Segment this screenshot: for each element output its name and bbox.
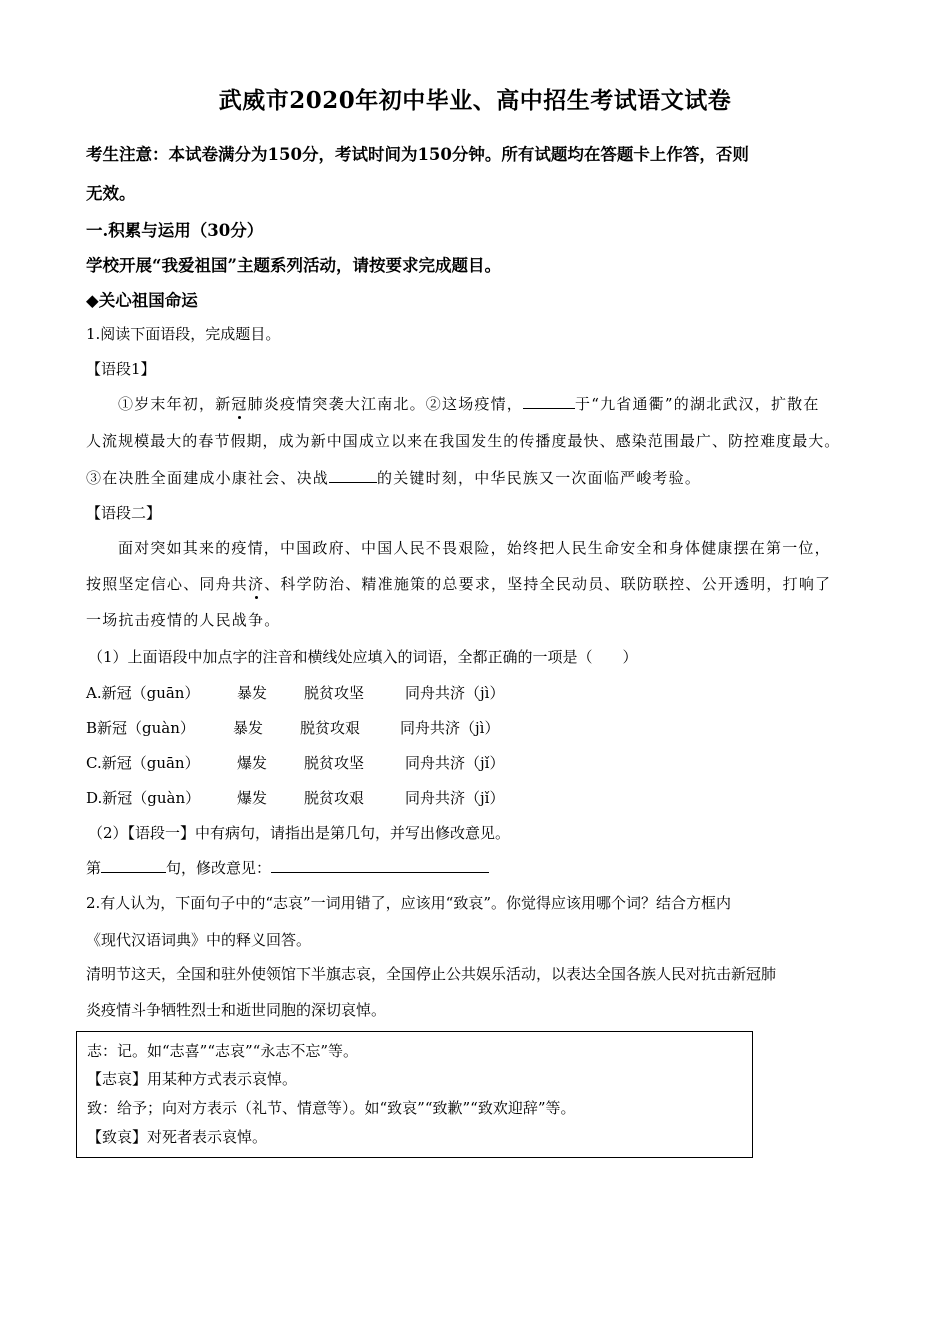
sentence-number-blank <box>101 858 166 873</box>
notice-line-2: 无效。 <box>86 184 136 203</box>
definition-line: 【志哀】用某种方式表示哀悼。 <box>87 1070 298 1088</box>
q2-sentence-line-2: 炎疫情斗争牺牲烈士和逝世同胞的深切哀悼。 <box>86 1001 387 1019</box>
dotted-char: 济 <box>248 575 265 593</box>
option-word: 爆发 <box>237 789 268 807</box>
option-word: 同舟共济（jǐ） <box>405 789 505 807</box>
para1-text: 于“九省通衢”的湖北武汉，扩散在 <box>575 395 820 413</box>
option-word: 脱贫攻艰 <box>300 719 361 737</box>
para1-text: ①岁末年初，新 <box>118 395 232 413</box>
option-word: 暴发 <box>233 719 264 737</box>
revision-blank <box>271 858 489 873</box>
fill-blank-1 <box>523 394 575 409</box>
q1-prompt: 1.阅读下面语段，完成题目。 <box>86 325 281 343</box>
answer-line <box>86 857 489 878</box>
para1-line-3 <box>86 467 701 488</box>
para1-text: ③在决胜全面建成小康社会、决战 <box>86 469 330 487</box>
para2-label: 【语段二】 <box>86 504 162 522</box>
para1-text: 肺炎疫情突袭大江南北。②这场疫情， <box>247 395 524 413</box>
option-word: 爆发 <box>237 754 268 772</box>
option-word: 脱贫攻坚 <box>304 754 365 772</box>
section-heading: 一.积累与运用（30分） <box>86 221 264 240</box>
para2-text: 、科学防治、精准施策的总要求，坚持全民动员、联防联控、公开透明，打响了 <box>264 575 832 593</box>
option-word: 同舟共济（jì） <box>400 719 500 737</box>
option-label: C.新冠（guān） <box>86 754 200 772</box>
exam-title: 武威市2020年初中毕业、高中招生考试语文试卷 <box>218 87 732 114</box>
q1-sub2: （2）【语段一】中有病句，请指出是第几句，并写出修改意见。 <box>88 824 511 842</box>
para1-line-2: 人流规模最大的春节假期，成为新中国成立以来在我国发生的传播度最快、感染范围最广、防控难度最大。 <box>86 432 841 450</box>
para2-line-1: 面对突如其来的疫情，中国政府、中国人民不畏艰险，始终把人民生命安全和身体健康摆在第一位， <box>118 539 831 557</box>
answer-text: 句，修改意见： <box>166 859 272 877</box>
notice-line-1: 考生注意：本试卷满分为150分，考试时间为150分钟。所有试题均在答题卡上作答，否则 <box>86 145 749 164</box>
option-label: B新冠（guàn） <box>86 719 195 737</box>
option-word: 同舟共济（jì） <box>405 684 505 702</box>
para1-text: 的关键时刻，中华民族又一次面临严峻考验。 <box>377 469 702 487</box>
option-word: 脱贫攻艰 <box>304 789 365 807</box>
para2-text: 按照坚定信心、同舟共 <box>86 575 249 593</box>
para2-line-3: 一场抗击疫情的人民战争。 <box>86 611 281 629</box>
definition-line: 致：给予；向对方表示（礼节、情意等）。如“致哀”“致歉”“致欢迎辞”等。 <box>87 1099 576 1117</box>
answer-text: 第 <box>86 859 102 877</box>
q2-sentence-line-1: 清明节这天，全国和驻外使领馆下半旗志哀，全国停止公共娱乐活动，以表达全国各族人民对抗击新冠肺 <box>86 965 777 983</box>
option-label: A.新冠（guān） <box>86 684 200 702</box>
definition-line: 【致哀】对死者表示哀悼。 <box>87 1128 268 1146</box>
q1-sub1: （1）上面语段中加点字的注音和横线处应填入的词语，全都正确的一项是（ ） <box>88 648 638 666</box>
q2-prompt-line-2: 《现代汉语词典》中的释义回答。 <box>86 931 312 949</box>
para2-line-2 <box>86 573 831 594</box>
definition-box <box>76 1031 753 1158</box>
option-label: D.新冠（guàn） <box>86 789 201 807</box>
para1-label: 【语段1】 <box>86 360 156 378</box>
dotted-char: 冠 <box>231 395 248 413</box>
para1-line-1 <box>118 393 820 414</box>
option-word: 脱贫攻坚 <box>304 684 365 702</box>
subsection-heading: ◆关心祖国命运 <box>86 291 198 310</box>
option-word: 同舟共济（jǐ） <box>405 754 505 772</box>
fill-blank-2 <box>329 468 377 483</box>
definition-line: 志：记。如“志喜”“志哀”“永志不忘”等。 <box>87 1042 359 1060</box>
option-word: 暴发 <box>237 684 268 702</box>
q2-prompt-line-1: 2.有人认为，下面句子中的“志哀”一词用错了，应该用“致哀”。你觉得应该用哪个词？结合方框内 <box>86 894 731 912</box>
activity-intro: 学校开展“我爱祖国”主题系列活动，请按要求完成题目。 <box>86 256 501 275</box>
